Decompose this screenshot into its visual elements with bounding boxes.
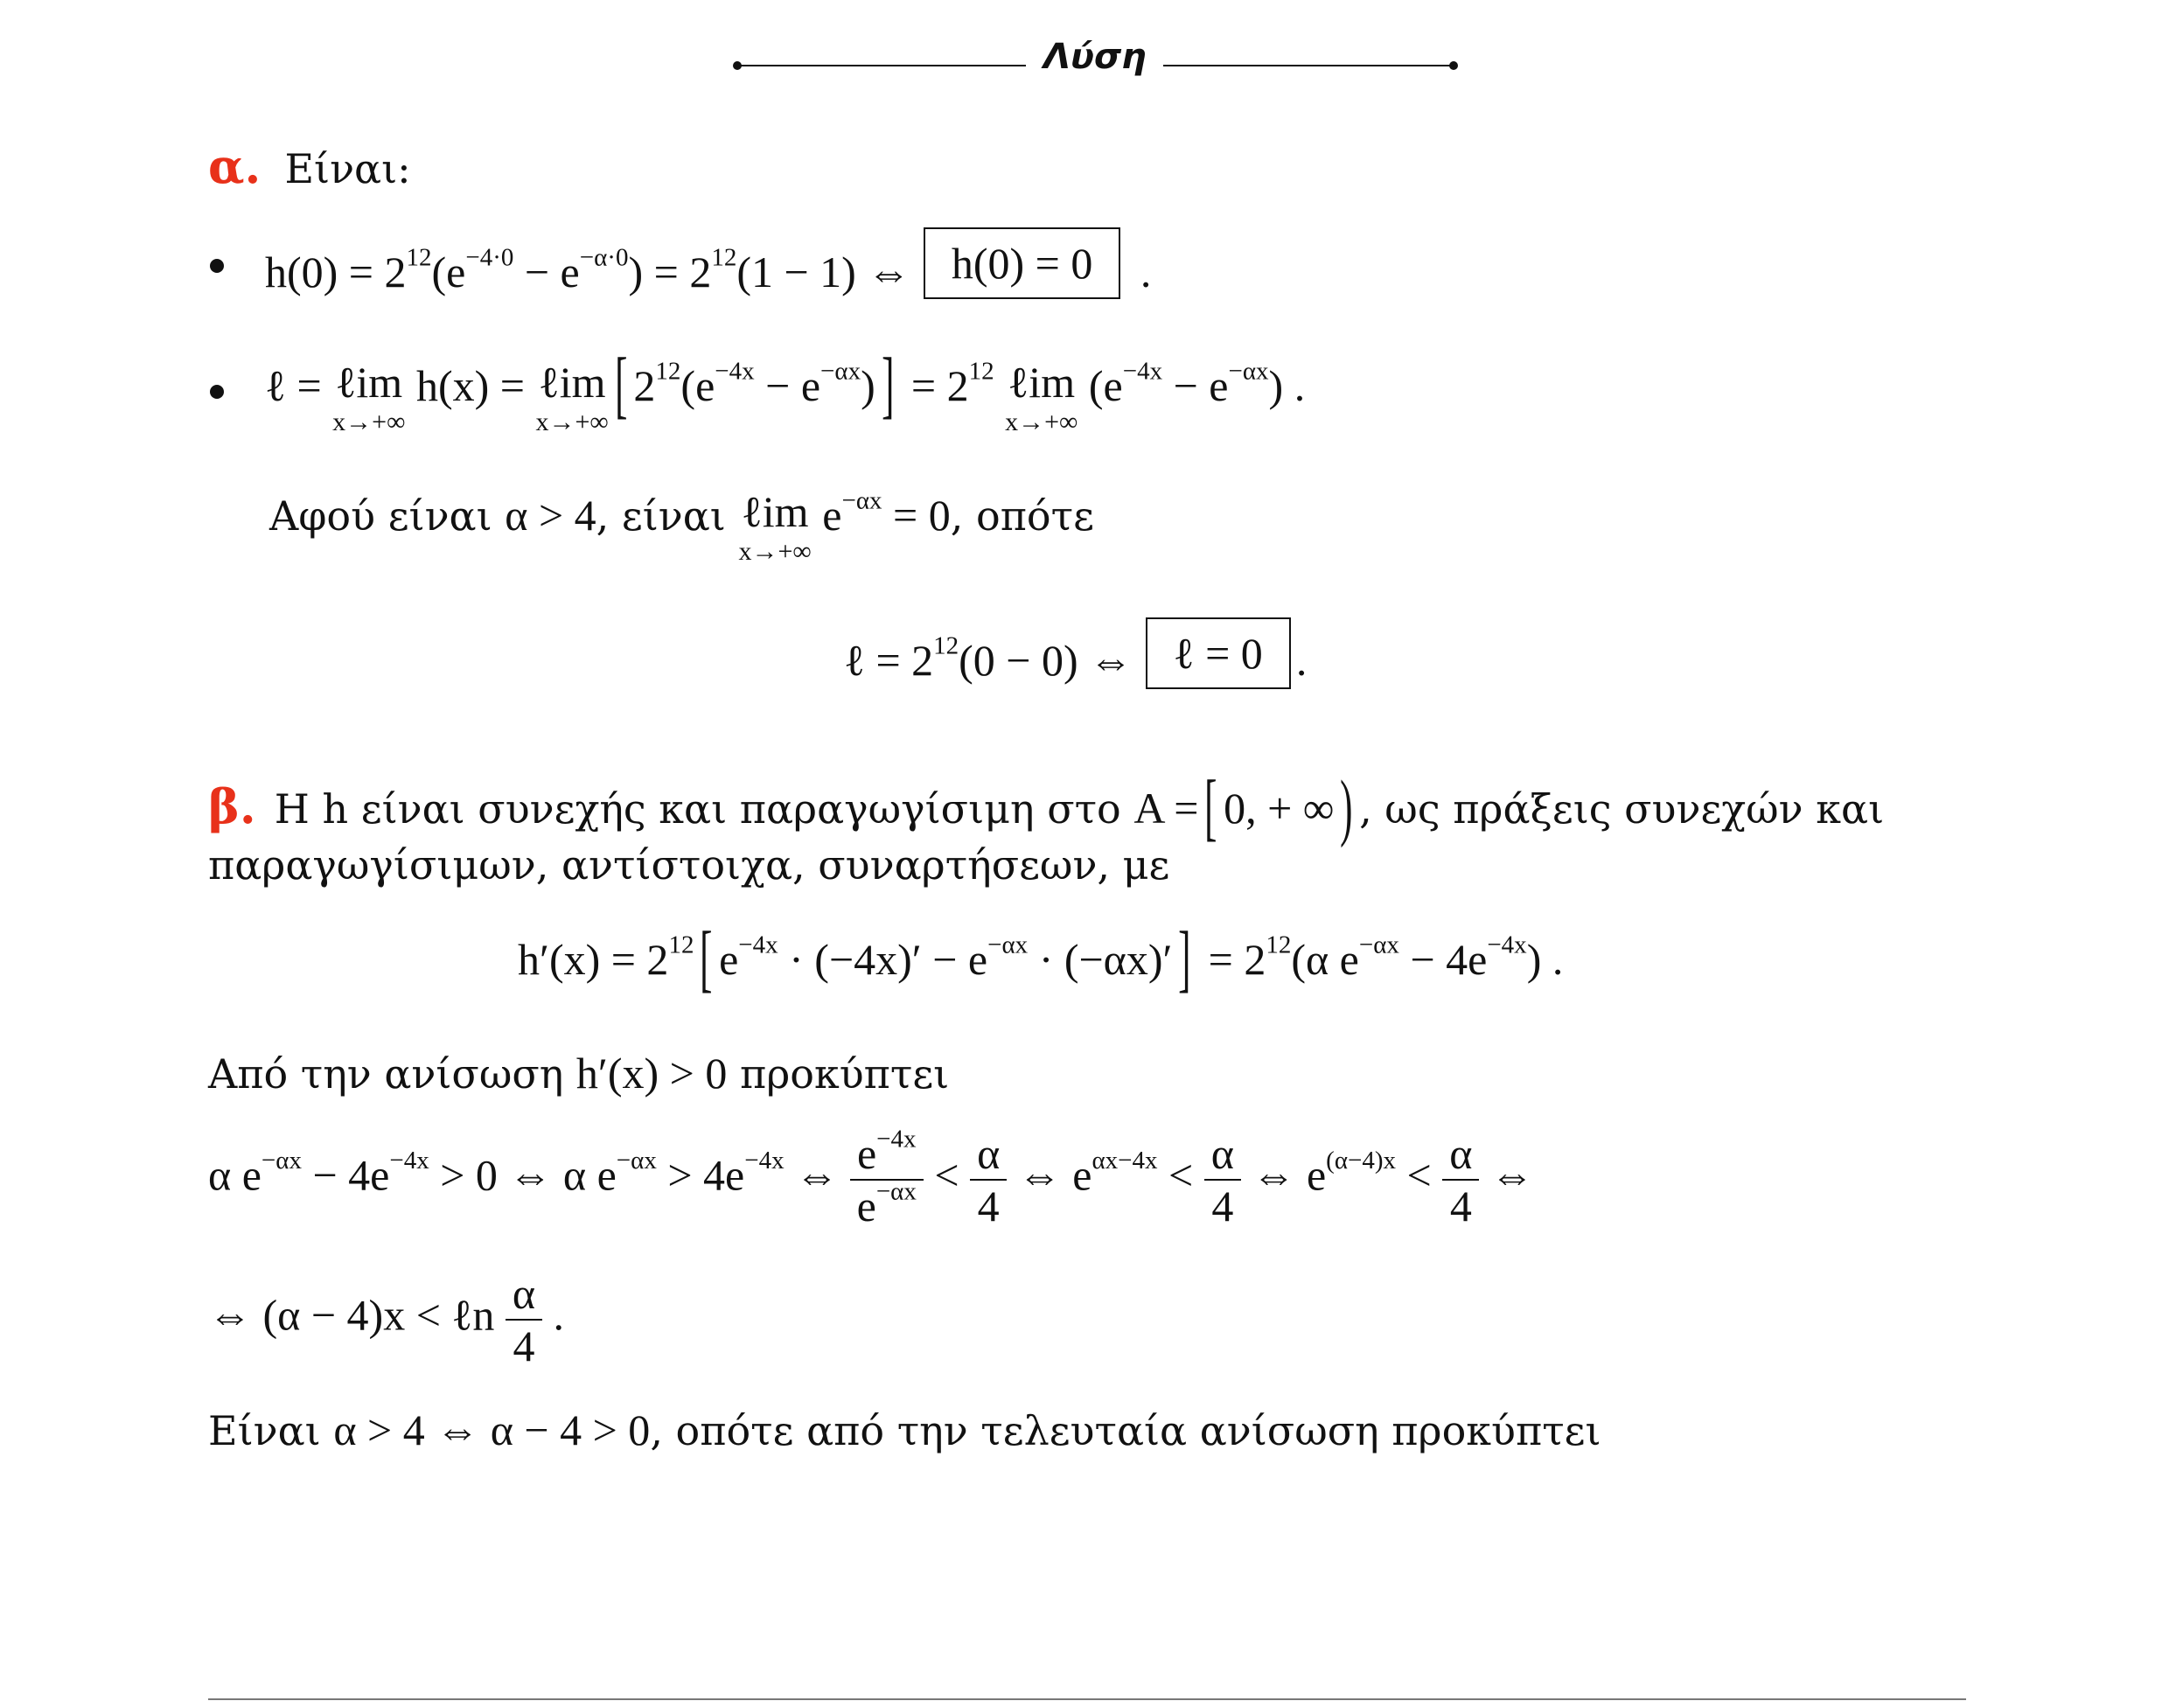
part-a-intro: Είναι: bbox=[284, 145, 411, 192]
page-title: Λύση bbox=[1043, 37, 1147, 77]
last-line: Είναι α > 4 ⇔ α − 4 > 0, οπότε από την τελευταία ανίσωση προκύπτει bbox=[208, 1405, 1601, 1454]
part-a-marker: α. bbox=[208, 138, 262, 194]
header-right-line bbox=[1163, 65, 1454, 66]
inequality-chain: α $e^{-\alpha x} - 4e^{-4x} > 0$ ⇔ α $e^{-\alpha x} > 4e^{-4x}$ ⇔ $\frac{e^{-4x}}{e^{-\alpha x}}$ < $\frac{\alpha}{4}$ ⇔ $e^{\alpha x-4x}$ < $\frac{\alpha}{4}$ ⇔ $e^{(\alpha-4)x}$ < $\frac{\alpha}{4}$ ⇔ bbox=[208, 1125, 1534, 1230]
lim-operator: ℓim x→+∞ bbox=[1005, 358, 1078, 436]
fraction: $\frac{e^{-4x}}{e^{-\alpha x}}$ bbox=[850, 1128, 924, 1231]
bullet1-equation: $h(0) = 2^{12}(e^{-4\cdot 0} - e^{-\alpha\cdot 0}) = 2^{12}(1 - 1)$ ⇔ h(0) = 0 . bbox=[265, 236, 1151, 308]
bullet-dot-1 bbox=[210, 259, 224, 273]
from-inequality-line: Από την ανίσωση h′(x) > 0 προκύπτει bbox=[208, 1049, 950, 1098]
limit-result: ℓ = $2^{12}(0 - 0)$ ⇔ ℓ = 0 . bbox=[844, 624, 1307, 696]
boxed-h0: h(0) = 0 bbox=[924, 227, 1121, 299]
fraction: $\frac{\alpha}{4}$ bbox=[970, 1128, 1007, 1231]
fraction: $\frac{\alpha}{4}$ bbox=[1204, 1128, 1241, 1231]
lim-operator: ℓim x→+∞ bbox=[738, 487, 812, 566]
boxed-l0: ℓ = 0 bbox=[1146, 617, 1291, 689]
since-line: Αφού είναι α > 4, είναι ℓim x→+∞ e−αx = 0, οπότε bbox=[269, 486, 1094, 566]
derivative-equation: $h'(x) = 2^{12}$[ $e^{-4x} \cdot (-4x)' - e^{-\alpha x} \cdot (-\alpha x)'] = 2^{12}(\alpha$ $e^{-\alpha x} - 4e^{-4x}$) . bbox=[518, 916, 1564, 1000]
fraction: $\frac{\alpha}{4}$ bbox=[506, 1268, 542, 1371]
lim-operator: ℓim x→+∞ bbox=[332, 358, 406, 436]
inequality-chain-2: ⇔ (α − 4)x < ℓn $\frac{\alpha}{4}$ . bbox=[208, 1269, 565, 1370]
part-b-marker: β. bbox=[208, 778, 256, 834]
part-b-line1: β. Η h είναι συνεχής και παραγωγίσιμη στο Α =[ 0, + ∞) , ως πράξεις συνεχών και bbox=[208, 764, 1885, 849]
header-right-dot bbox=[1449, 61, 1458, 70]
header-left-line bbox=[737, 65, 1026, 66]
part-a-heading bbox=[208, 138, 411, 194]
footer-divider bbox=[208, 1698, 1966, 1700]
bullet2-limit: ℓ = ℓim x→+∞ h(x) = ℓim x→+∞ [ $2^{12}(e^{-4x} - e^{-\alpha x})] = 2^{12}$ ℓim x→+∞ $(e^{-4x} - e^{-\alpha x})$ . bbox=[265, 342, 1306, 436]
fraction: $\frac{\alpha}{4}$ bbox=[1442, 1128, 1479, 1231]
lim-operator: ℓim x→+∞ bbox=[535, 358, 609, 436]
bullet-dot-2 bbox=[210, 385, 224, 399]
part-b-line2: παραγωγίσιμων, αντίστοιχα, συναρτήσεων, με bbox=[208, 841, 1170, 889]
